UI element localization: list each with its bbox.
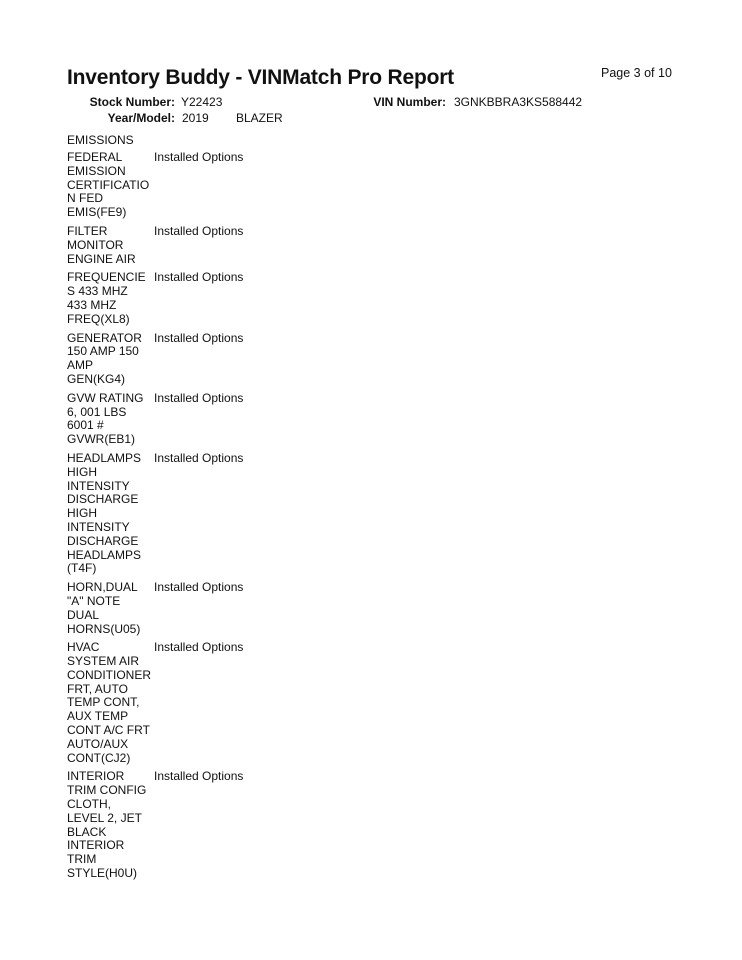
option-row: [67, 271, 367, 326]
option-name: INTERIOR TRIM CONFIG CLOTH, LEVEL 2, JET BLACK INTERIOR TRIM STYLE(H0U): [67, 769, 147, 881]
option-row: [67, 452, 367, 576]
section-heading: EMISSIONS: [67, 133, 134, 147]
option-name: FREQUENCIE S 433 MHZ 433 MHZ FREQ(XL8): [67, 270, 146, 326]
model-value: BLAZER: [236, 111, 283, 125]
option-row: [67, 151, 367, 220]
page-number: Page 3 of 10: [601, 66, 672, 80]
year-model-label: Year/Model:: [107, 111, 175, 125]
option-row: [67, 641, 367, 765]
option-status: Installed Options: [154, 223, 244, 238]
year-value: 2019: [182, 111, 209, 125]
option-name: HVAC SYSTEM AIR CONDITIONER FRT, AUTO TEMP CONT, AUX TEMP CONT A/C FRT AUTO/AUX CONT(CJ2): [67, 640, 151, 765]
option-status: Installed Options: [154, 150, 244, 164]
option-name: HEADLAMPS HIGH INTENSITY DISCHARGE HIGH INTENSITY DISCHARGE HEADLAMPS (T4F): [67, 450, 142, 576]
vin-number-label: VIN Number:: [373, 95, 446, 109]
option-status: Installed Options: [154, 580, 244, 595]
option-status: Installed Options: [154, 270, 244, 285]
option-row: [67, 332, 367, 387]
option-row: [67, 392, 367, 447]
option-row: [67, 581, 367, 636]
option-row: [67, 225, 367, 266]
option-name: GENERATOR 150 AMP 150 AMP GEN(KG4): [67, 330, 142, 386]
option-name: GVW RATING 6, 001 LBS 6001 # GVWR(EB1): [67, 390, 144, 447]
option-name: FILTER MONITOR ENGINE AIR: [67, 223, 136, 266]
option-status: Installed Options: [154, 450, 244, 465]
option-name: HORN,DUAL "A" NOTE DUAL HORNS(U05): [67, 580, 141, 636]
report-title: Inventory Buddy - VINMatch Pro Report: [67, 66, 454, 89]
option-row: [67, 770, 367, 880]
option-status: Installed Options: [154, 769, 244, 784]
stock-number-value: Y22423: [181, 95, 223, 109]
option-status: Installed Options: [154, 330, 244, 345]
option-name: FEDERAL EMISSION CERTIFICATIO N FED EMIS(FE9): [67, 150, 150, 220]
stock-number-label: Stock Number:: [89, 95, 175, 109]
vin-number-value: 3GNKBBRA3KS588442: [454, 95, 583, 109]
options-list: [67, 151, 367, 886]
option-status: Installed Options: [154, 390, 244, 405]
option-status: Installed Options: [154, 640, 244, 655]
